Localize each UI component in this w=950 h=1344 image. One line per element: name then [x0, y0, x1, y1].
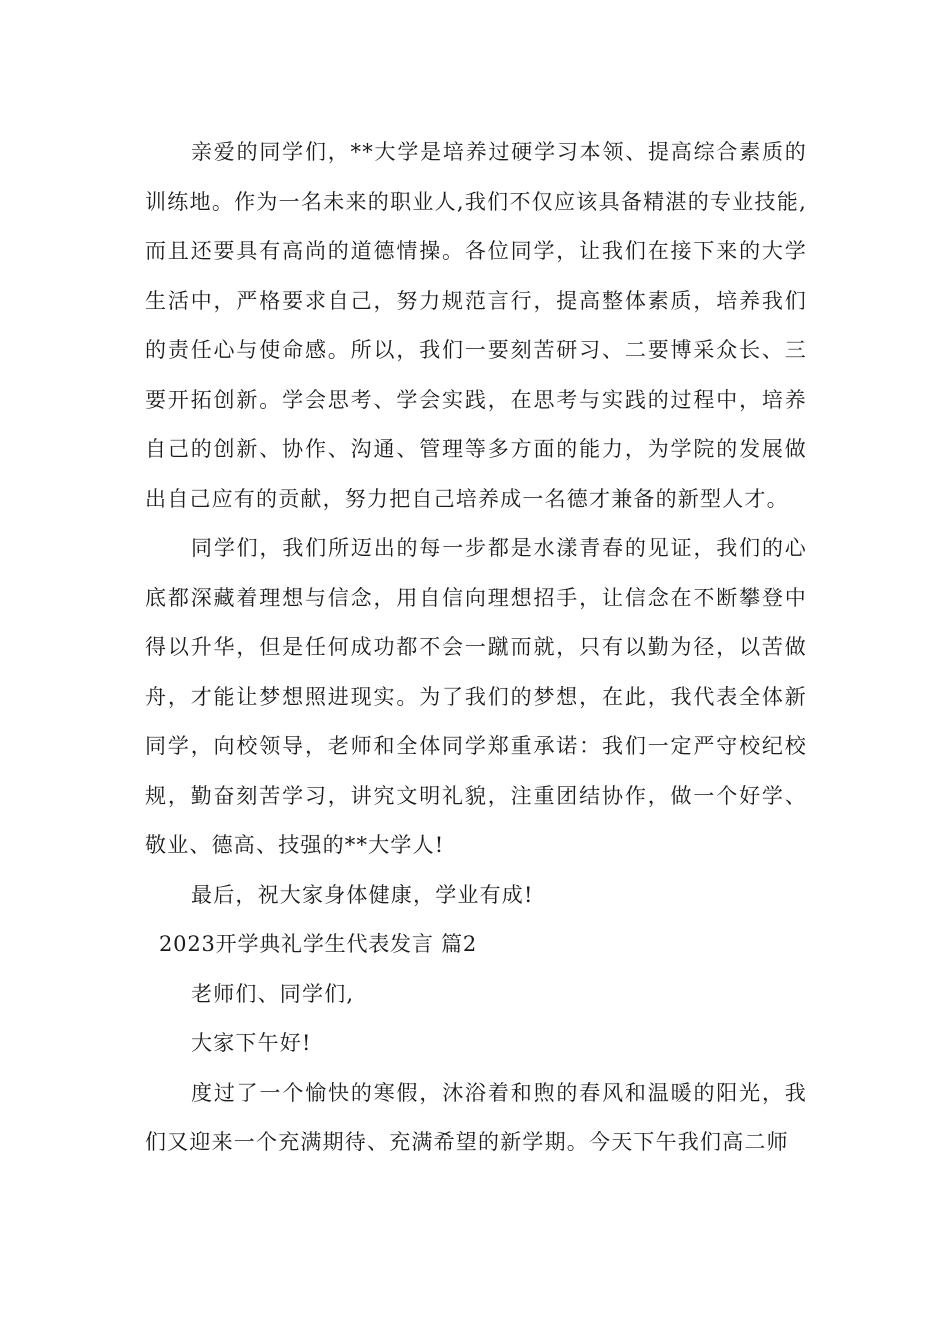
paragraph-new-semester: 度过了一个愉快的寒假，沐浴着和煦的春风和温暖的阳光，我们又迎来一个充满期待、充满希望的新学期。今天下午我们高二师 — [145, 1080, 807, 1154]
paragraph-university-training: 亲爱的同学们，**大学是培养过硬学习本领、提高综合素质的训练地。作为一名未来的职业人,我们不仅应该具备精湛的专业技能,而且还要具有高尚的道德情操。各位同学，让我们在接下来的大学生活中，严格要求自己，努力规范言行，提高整体素质，培养我们的责任心与使命感。所以，我们一要刻苦研习、二要博采众长、三要开拓创新。学会思考、学会实践，在思考与实践的过程中，培养自己的创新、协作、沟通、管理等多方面的能力，为学院的发展做出自己应有的贡献，努力把自己培养成一名德才兼备的新型人才。 — [145, 140, 807, 511]
paragraph-greeting: 大家下午好! — [191, 1031, 312, 1055]
paragraph-salutation: 老师们、同学们, — [191, 981, 355, 1006]
paragraph-dreams-pledge: 同学们，我们所迈出的每一步都是水漾青春的见证，我们的心底都深藏着理想与信念，用自信向理想招手，让信念在不断攀登中得以升华，但是任何成功都不会一蹴而就，只有以勤为径，以苦做舟，才能让梦想照进现实。为了我们的梦想，在此，我代表全体新同学，向校领导，老师和全体同学郑重承诺：我们一定严守校纪校规，勤奋刻苦学习，讲究文明礼貌，注重团结协作，做一个好学、敬业、德高、技强的**大学人! — [145, 536, 807, 857]
paragraph-closing-wishes: 最后，祝大家身体健康，学业有成! — [191, 882, 534, 907]
document-body — [145, 128, 807, 1168]
section-heading: 2023开学典礼学生代表发言 篇2 — [159, 932, 478, 956]
